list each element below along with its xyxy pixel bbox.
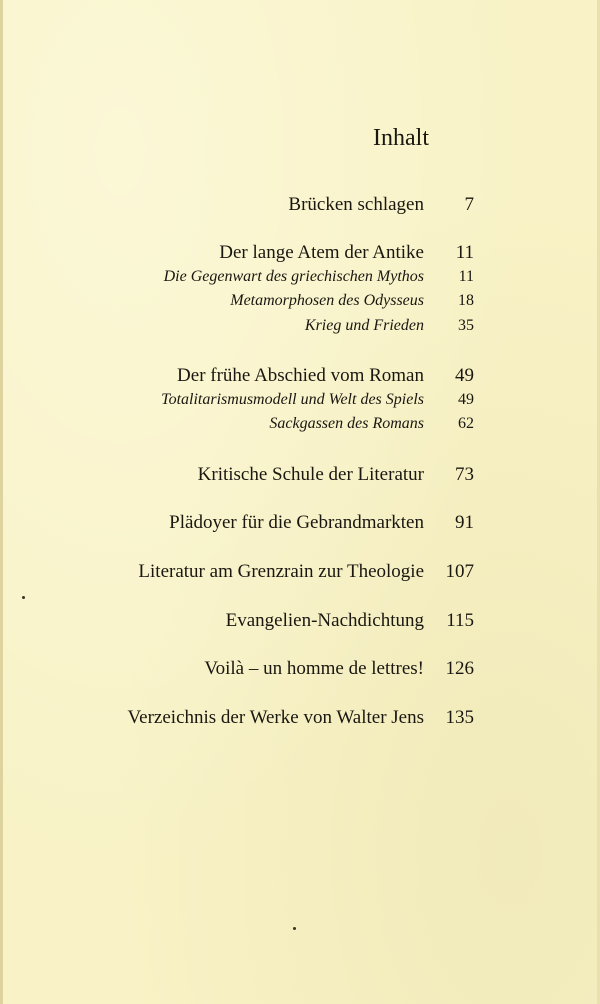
toc-subentry-page: 11: [458, 268, 474, 285]
toc-subentry: [0, 289, 600, 315]
toc-entry-page: 126: [445, 658, 474, 679]
toc-entry-page: 91: [455, 512, 474, 533]
toc-heading: Inhalt: [373, 125, 429, 151]
toc-entry-title: Literatur am Grenzrain zur Theologie: [138, 561, 424, 582]
toc-subentry-title: Totalitarismusmodell und Welt des Spiels: [161, 391, 424, 408]
toc-entry-title: Verzeichnis der Werke von Walter Jens: [127, 707, 424, 728]
toc-entry-title: Der lange Atem der Antike: [219, 242, 424, 263]
toc-entry-page: 11: [455, 242, 474, 263]
toc-entry-page: 107: [445, 561, 474, 582]
toc-subentry-page: 18: [458, 292, 474, 309]
toc-subentry: [0, 388, 600, 414]
toc-subentry-title: Sackgassen des Romans: [269, 415, 424, 432]
toc-entry-page: 115: [446, 610, 474, 631]
toc-entry-page: 7: [464, 194, 474, 215]
toc-entry-page: 135: [445, 707, 474, 728]
toc-entry-title: Evangelien-Nachdichtung: [225, 610, 424, 631]
toc-entry: [0, 192, 600, 218]
toc-entry: [0, 510, 600, 536]
toc-entry: [0, 462, 600, 488]
toc-entry-title: Plädoyer für die Gebrandmarkten: [169, 512, 424, 533]
paper-speck: [22, 596, 25, 599]
toc-entry-title: Kritische Schule der Literatur: [197, 464, 424, 485]
toc-subentry: [0, 314, 600, 340]
toc-entry-page: 73: [455, 464, 474, 485]
toc-entry: [0, 559, 600, 585]
toc-subentry-page: 35: [458, 317, 474, 334]
toc-subentry-title: Krieg und Frieden: [304, 317, 424, 334]
paper-speck: [293, 927, 296, 930]
toc-entry: [0, 240, 600, 266]
toc-entry: [0, 363, 600, 389]
toc-entry: [0, 656, 600, 682]
toc-entry: [0, 608, 600, 634]
toc-entry: [0, 705, 600, 731]
toc-entry-page: 49: [455, 365, 474, 386]
toc-subentry-title: Die Gegenwart des griechischen Mythos: [163, 268, 424, 285]
toc-subentry-page: 62: [458, 415, 474, 432]
toc-entry-title: Voilà – un homme de lettres!: [204, 658, 424, 679]
toc-entry-title: Brücken schlagen: [288, 194, 424, 215]
toc-subentry: [0, 265, 600, 291]
toc-entry-title: Der frühe Abschied vom Roman: [177, 365, 424, 386]
toc-subentry: [0, 412, 600, 438]
toc-subentry-title: Metamorphosen des Odysseus: [230, 292, 424, 309]
toc-subentry-page: 49: [458, 391, 474, 408]
